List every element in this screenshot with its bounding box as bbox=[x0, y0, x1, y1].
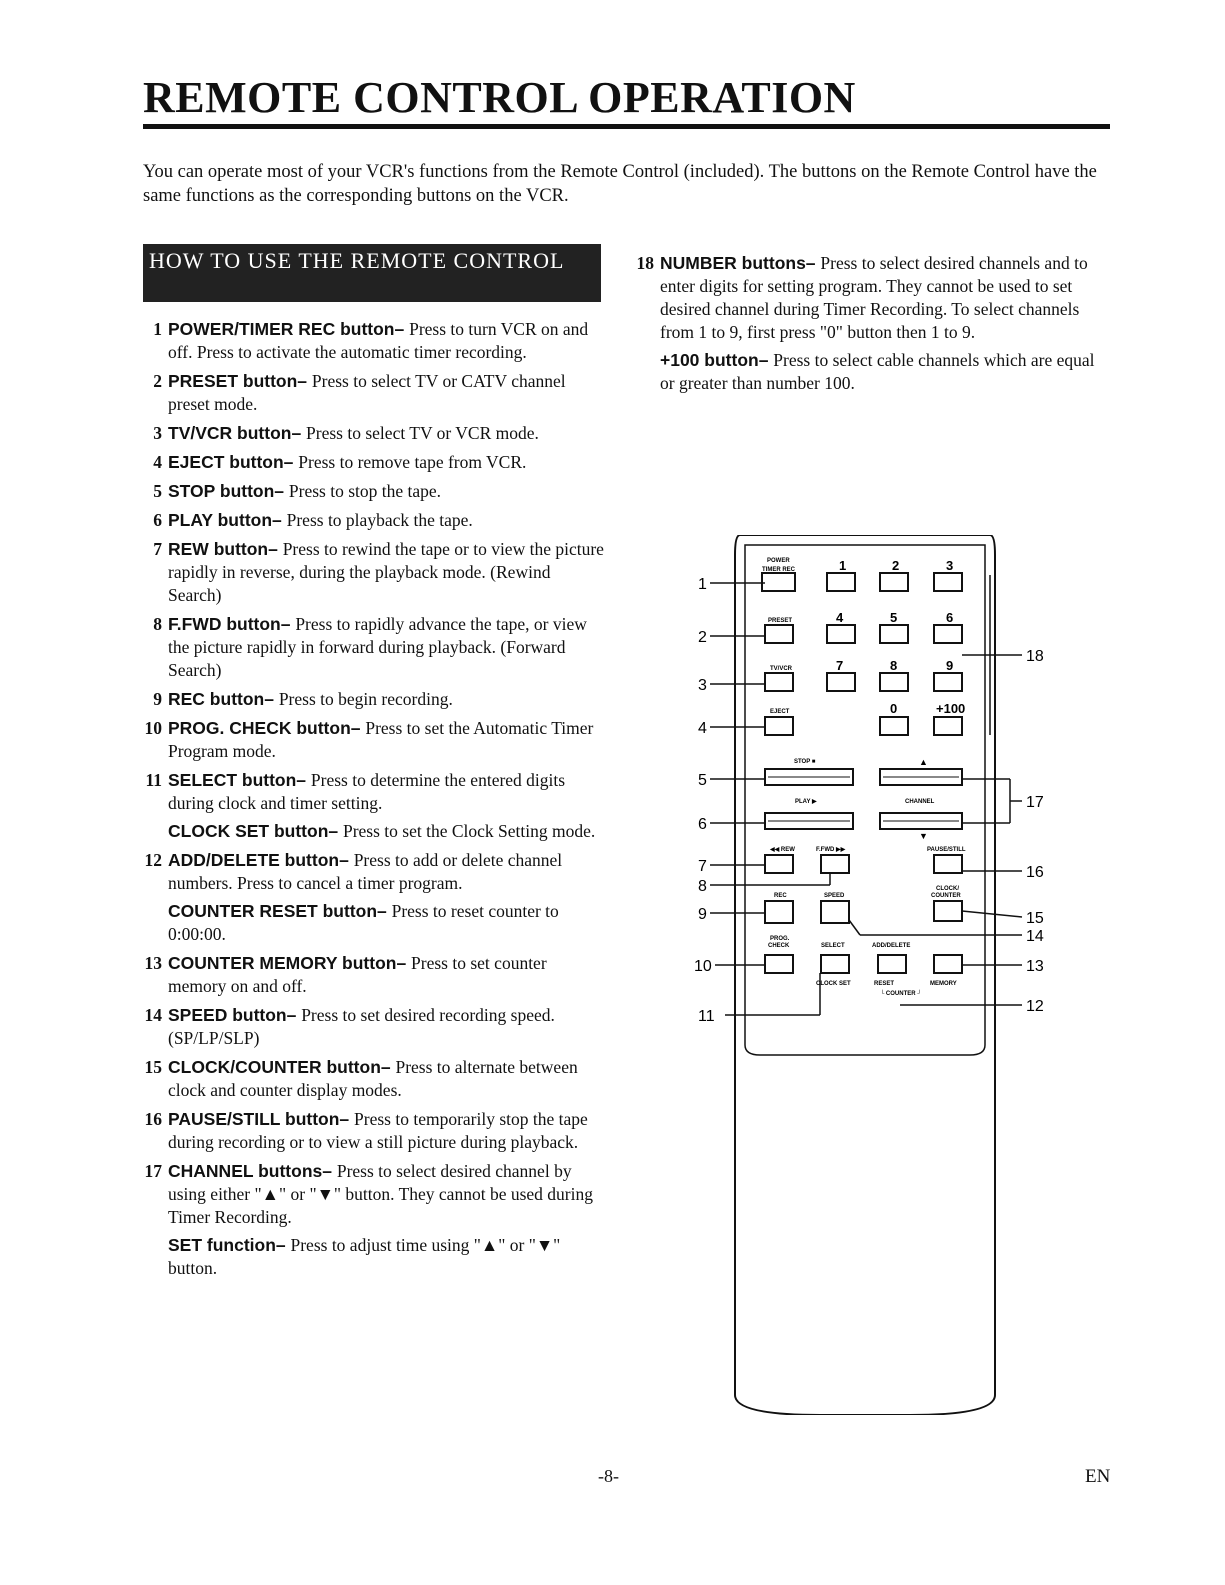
digit-2: 2 bbox=[892, 558, 900, 573]
item-number: 8 bbox=[153, 614, 162, 634]
memory-label: MEMORY bbox=[930, 981, 957, 987]
left-callout-numbers bbox=[694, 576, 715, 1025]
list-item bbox=[140, 769, 605, 843]
preset-button[interactable] bbox=[765, 625, 793, 643]
digit-button-5[interactable] bbox=[880, 625, 908, 643]
title-rule bbox=[143, 124, 1110, 129]
select-label: SELECT bbox=[821, 943, 845, 949]
rec-label: REC bbox=[774, 893, 787, 899]
plus100-label: +100 bbox=[936, 701, 966, 716]
item-text: Press to select TV or VCR mode. bbox=[306, 423, 539, 443]
list-item bbox=[140, 370, 605, 416]
memory-button[interactable] bbox=[934, 955, 962, 973]
list-item bbox=[140, 688, 605, 711]
item-text: Press to add or delete channel numbers. Press to cancel a timer program. bbox=[168, 850, 563, 893]
item-name: POWER/TIMER REC button– bbox=[168, 319, 410, 339]
clock-counter-label-2: COUNTER bbox=[931, 893, 961, 899]
list-item bbox=[140, 613, 605, 682]
pause-button[interactable] bbox=[934, 855, 962, 873]
preset-label: PRESET bbox=[768, 618, 793, 624]
list-item bbox=[140, 717, 605, 763]
list-item bbox=[632, 252, 1110, 395]
reset-label: RESET bbox=[874, 981, 895, 987]
pause-label: PAUSE/STILL bbox=[927, 847, 966, 853]
digit-1: 1 bbox=[839, 558, 847, 573]
item-name: REW button– bbox=[168, 539, 283, 559]
select-button[interactable] bbox=[821, 955, 849, 973]
plus100-button[interactable] bbox=[934, 717, 962, 735]
intro-paragraph: You can operate most of your VCR's functions from the Remote Control (included). The buttons on the Remote Control have the same functions as the corresponding buttons on the VCR. bbox=[143, 162, 1097, 206]
channel-label: CHANNEL bbox=[905, 799, 935, 805]
item-name: CLOCK/COUNTER button– bbox=[168, 1057, 396, 1077]
digit-button-3[interactable] bbox=[934, 573, 962, 591]
digit-button-4[interactable] bbox=[827, 625, 855, 643]
digit-button-6[interactable] bbox=[934, 625, 962, 643]
power-label: POWER bbox=[767, 558, 790, 564]
timer-rec-label: TIMER REC bbox=[762, 567, 795, 573]
callout-18: 18 bbox=[1026, 648, 1044, 665]
callout-7: 7 bbox=[698, 858, 707, 875]
tvvcr-button[interactable] bbox=[765, 673, 793, 691]
item-name: CHANNEL buttons– bbox=[168, 1161, 337, 1181]
right-callout-numbers bbox=[1026, 648, 1044, 1015]
item-sub bbox=[660, 349, 1110, 395]
item-number: 14 bbox=[144, 1005, 162, 1025]
item-text: Press to select TV or CATV channel preset mode. bbox=[168, 371, 566, 414]
item-text: Press to remove tape from VCR. bbox=[298, 452, 527, 472]
remote-illustration bbox=[690, 535, 1070, 1415]
item-sub-name: SET function– bbox=[168, 1235, 291, 1255]
right-callouts bbox=[849, 575, 1022, 1005]
list-item bbox=[140, 480, 605, 503]
item-text: Press to determine the entered digits during clock and timer setting. bbox=[168, 770, 566, 813]
eject-button[interactable] bbox=[765, 717, 793, 735]
list-item bbox=[140, 1160, 605, 1280]
item-number: 13 bbox=[144, 953, 162, 973]
item-number: 17 bbox=[144, 1161, 162, 1181]
item-text: Press to rapidly advance the tape, or view the picture rapidly in forward during playback. (Forward Search) bbox=[168, 614, 587, 680]
right-column bbox=[632, 252, 1110, 401]
prog-label-1: PROG. bbox=[770, 936, 790, 942]
digit-6: 6 bbox=[946, 610, 954, 625]
item-number: 18 bbox=[636, 253, 654, 273]
item-name: NUMBER buttons– bbox=[660, 253, 821, 273]
item-text: Press to alternate between clock and counter display modes. bbox=[168, 1057, 578, 1100]
digit-button-7[interactable] bbox=[827, 673, 855, 691]
item-number: 5 bbox=[153, 481, 162, 501]
eject-label: EJECT bbox=[770, 709, 790, 715]
item-name: ADD/DELETE button– bbox=[168, 850, 354, 870]
item-text: Press to begin recording. bbox=[278, 689, 453, 709]
item-text: Press to playback the tape. bbox=[286, 510, 473, 530]
item-number: 9 bbox=[153, 689, 162, 709]
callout-8: 8 bbox=[698, 878, 707, 895]
item-sub-name: CLOCK SET button– bbox=[168, 821, 343, 841]
list-item bbox=[140, 538, 605, 607]
item-number: 3 bbox=[153, 423, 162, 443]
digit-button-0[interactable] bbox=[880, 717, 908, 735]
item-sub-text: Press to reset counter to 0:00:00. bbox=[168, 901, 559, 944]
list-item bbox=[140, 1108, 605, 1154]
item-name: EJECT button– bbox=[168, 452, 299, 472]
list-item bbox=[140, 318, 605, 364]
adddelete-button[interactable] bbox=[878, 955, 906, 973]
item-number: 11 bbox=[145, 770, 162, 790]
list-item bbox=[140, 1004, 605, 1050]
item-name: PAUSE/STILL button– bbox=[168, 1109, 355, 1129]
play-label: PLAY ▶ bbox=[795, 799, 817, 805]
callout-17: 17 bbox=[1026, 794, 1044, 811]
item-number: 10 bbox=[144, 718, 162, 738]
item-number: 7 bbox=[153, 539, 162, 559]
channel-down-arrow: ▼ bbox=[919, 831, 928, 841]
remote-diagram bbox=[690, 535, 1070, 1415]
page-number: -8- bbox=[598, 1466, 619, 1486]
counter-bracket-label: └ COUNTER ┘ bbox=[880, 991, 922, 997]
callout-16: 16 bbox=[1026, 864, 1044, 881]
item-text: Press to rewind the tape or to view the picture rapidly in reverse, during the playback mode. (Rewind Search) bbox=[168, 539, 604, 605]
callout-13: 13 bbox=[1026, 958, 1044, 975]
digit-3: 3 bbox=[946, 558, 954, 573]
item-number: 2 bbox=[153, 371, 162, 391]
item-name: F.FWD button– bbox=[168, 614, 296, 634]
power-button[interactable] bbox=[762, 573, 795, 591]
speed-label: SPEED bbox=[824, 893, 845, 899]
callout-9: 9 bbox=[698, 906, 707, 923]
item-sub-name: COUNTER RESET button– bbox=[168, 901, 392, 921]
item-text: Press to turn VCR on and off. Press to activate the automatic timer recording. bbox=[168, 319, 589, 362]
left-column bbox=[140, 318, 605, 1286]
item-name: SPEED button– bbox=[168, 1005, 302, 1025]
item-sub-text: Press to select cable channels which are equal or greater than number 100. bbox=[660, 350, 1095, 393]
list-item bbox=[140, 422, 605, 445]
item-name: TV/VCR button– bbox=[168, 423, 307, 443]
callout-1: 1 bbox=[698, 576, 707, 593]
adddelete-label: ADD/DELETE bbox=[872, 943, 911, 949]
digit-8: 8 bbox=[890, 658, 898, 673]
digit-button-1[interactable] bbox=[827, 573, 855, 591]
callout-12: 12 bbox=[1026, 998, 1044, 1015]
rew-button[interactable] bbox=[765, 855, 793, 873]
digit-button-9[interactable] bbox=[934, 673, 962, 691]
digit-5: 5 bbox=[890, 610, 898, 625]
item-name: PLAY button– bbox=[168, 510, 287, 530]
callout-15: 15 bbox=[1026, 910, 1044, 927]
ffwd-label: F.FWD ▶▶ bbox=[816, 847, 846, 853]
item-number: 1 bbox=[153, 319, 162, 339]
list-item bbox=[140, 451, 605, 474]
digit-button-2[interactable] bbox=[880, 573, 908, 591]
channel-up-arrow: ▲ bbox=[919, 757, 928, 767]
item-text: Press to set the Automatic Timer Program mode. bbox=[168, 718, 594, 761]
item-text: Press to set desired recording speed. (SP/LP/SLP) bbox=[168, 1005, 555, 1048]
item-text: Press to temporarily stop the tape during recording or to view a still picture during playback. bbox=[168, 1109, 588, 1152]
item-name: PROG. CHECK button– bbox=[168, 718, 366, 738]
list-item bbox=[140, 509, 605, 532]
tvvcr-label: TV/VCR bbox=[770, 666, 793, 672]
rew-label: ◀◀ REW bbox=[770, 847, 795, 853]
item-name: SELECT button– bbox=[168, 770, 311, 790]
item-text: Press to set counter memory on and off. bbox=[168, 953, 547, 996]
item-number: 6 bbox=[153, 510, 162, 530]
item-number: 15 bbox=[144, 1057, 162, 1077]
item-number: 16 bbox=[144, 1109, 162, 1129]
clock-counter-button[interactable] bbox=[934, 901, 962, 921]
digit-7: 7 bbox=[836, 658, 844, 673]
section-heading: HOW TO USE THE REMOTE CONTROL bbox=[143, 244, 601, 302]
item-sub-text: Press to adjust time using "▲" or "▼" button. bbox=[168, 1235, 561, 1278]
item-sub-name: +100 button– bbox=[660, 350, 774, 370]
item-name: REC button– bbox=[168, 689, 279, 709]
digit-9: 9 bbox=[946, 658, 954, 673]
page-title: REMOTE CONTROL OPERATION bbox=[143, 73, 856, 122]
item-sub-text: Press to set the Clock Setting mode. bbox=[342, 821, 596, 841]
callout-2: 2 bbox=[698, 629, 707, 646]
ffwd-button[interactable] bbox=[821, 855, 849, 873]
digit-0: 0 bbox=[890, 701, 898, 716]
item-name: PRESET button– bbox=[168, 371, 312, 391]
item-text: Press to select desired channels and to enter digits for setting program. They cannot be used to set desired channel during Timer Recording. To select channels from 1 to 9, first press "0" button then 1 to 9. bbox=[660, 253, 1088, 342]
digit-button-8[interactable] bbox=[880, 673, 908, 691]
prog-check-button[interactable] bbox=[765, 955, 793, 973]
list-item bbox=[140, 849, 605, 946]
item-sub bbox=[168, 900, 605, 946]
digit-4: 4 bbox=[836, 610, 844, 625]
callout-3: 3 bbox=[698, 677, 707, 694]
item-sub bbox=[168, 820, 605, 843]
item-number: 4 bbox=[153, 452, 162, 472]
rec-button[interactable] bbox=[765, 901, 793, 923]
item-name: COUNTER MEMORY button– bbox=[168, 953, 412, 973]
callout-10: 10 bbox=[694, 958, 712, 975]
clockset-label: CLOCK SET bbox=[816, 981, 851, 987]
list-item bbox=[140, 952, 605, 998]
speed-button[interactable] bbox=[821, 901, 849, 923]
callout-6: 6 bbox=[698, 816, 707, 833]
callout-14: 14 bbox=[1026, 928, 1044, 945]
item-text: Press to stop the tape. bbox=[288, 481, 442, 501]
stop-label: STOP ■ bbox=[794, 759, 816, 765]
callout-4: 4 bbox=[698, 720, 707, 737]
callout-5: 5 bbox=[698, 772, 707, 789]
clock-counter-label-1: CLOCK/ bbox=[936, 886, 959, 892]
item-sub bbox=[168, 1234, 605, 1280]
item-number: 12 bbox=[144, 850, 162, 870]
item-name: STOP button– bbox=[168, 481, 289, 501]
prog-label-2: CHECK bbox=[768, 943, 790, 949]
language-code: EN bbox=[1085, 1466, 1111, 1487]
item-text: Press to select desired channel by using either "▲" or "▼" button. They cannot be used during Timer Recording. bbox=[168, 1161, 593, 1227]
callout-11: 11 bbox=[698, 1008, 715, 1025]
list-item bbox=[140, 1056, 605, 1102]
